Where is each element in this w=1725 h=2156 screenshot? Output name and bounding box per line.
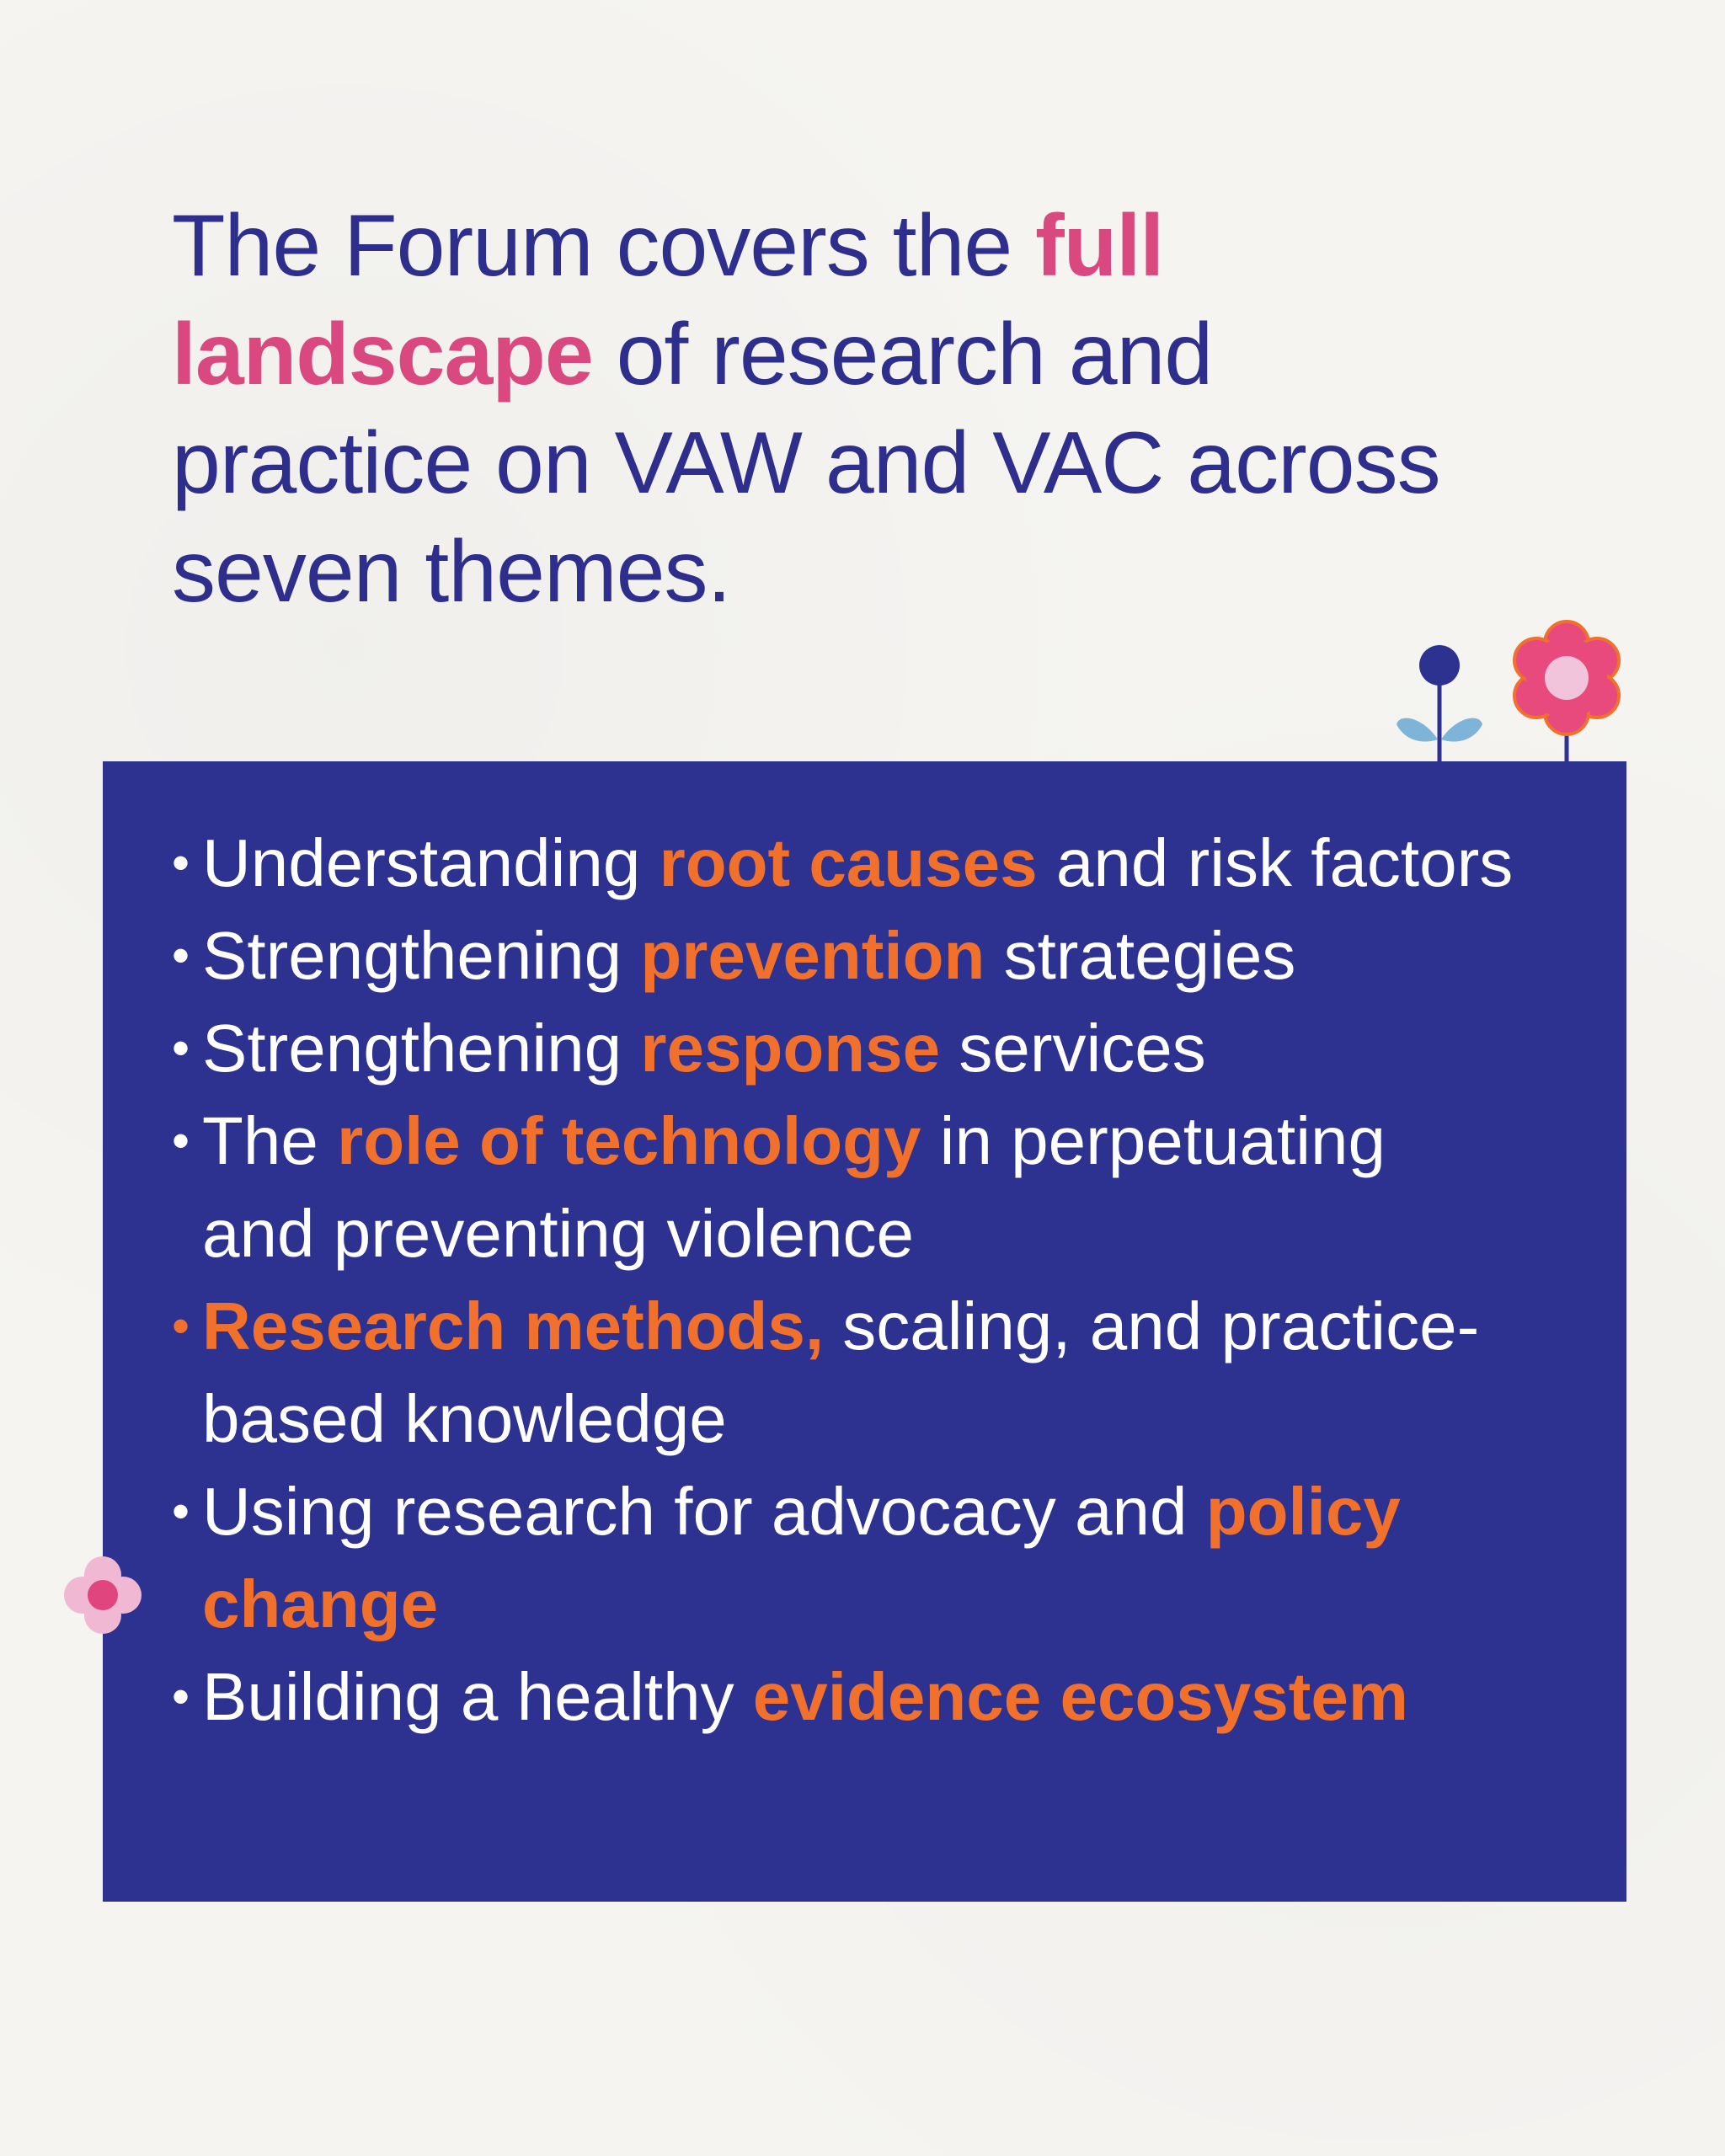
page-headline — [172, 192, 1486, 627]
theme-item: • Research methods, scaling, and practice-based knowledge — [172, 1289, 1480, 1456]
theme-item: • Strengthening response services — [172, 1011, 1206, 1086]
theme-item: • Understanding root causes and risk factors — [172, 825, 1514, 900]
headline-highlight: full landscape — [172, 197, 1164, 403]
headline-text-end: of research and practice on VAW and VAC across seven themes. — [172, 306, 1440, 621]
small-pink-flower-icon — [62, 1555, 143, 1636]
theme-item: • Strengthening prevention strategies — [172, 918, 1296, 993]
themes-list — [172, 817, 1516, 1743]
blue-bud-flower-icon — [1390, 640, 1491, 766]
theme-item: • Building a healthy evidence ecosystem — [172, 1659, 1409, 1734]
theme-item: • The role of technology in perpetuating and preventing violence — [172, 1103, 1386, 1271]
theme-item: • Using research for advocacy and policy change — [172, 1474, 1401, 1641]
pink-daisy-flower-icon — [1499, 611, 1634, 766]
headline-text-start: The Forum covers the — [172, 197, 1036, 295]
